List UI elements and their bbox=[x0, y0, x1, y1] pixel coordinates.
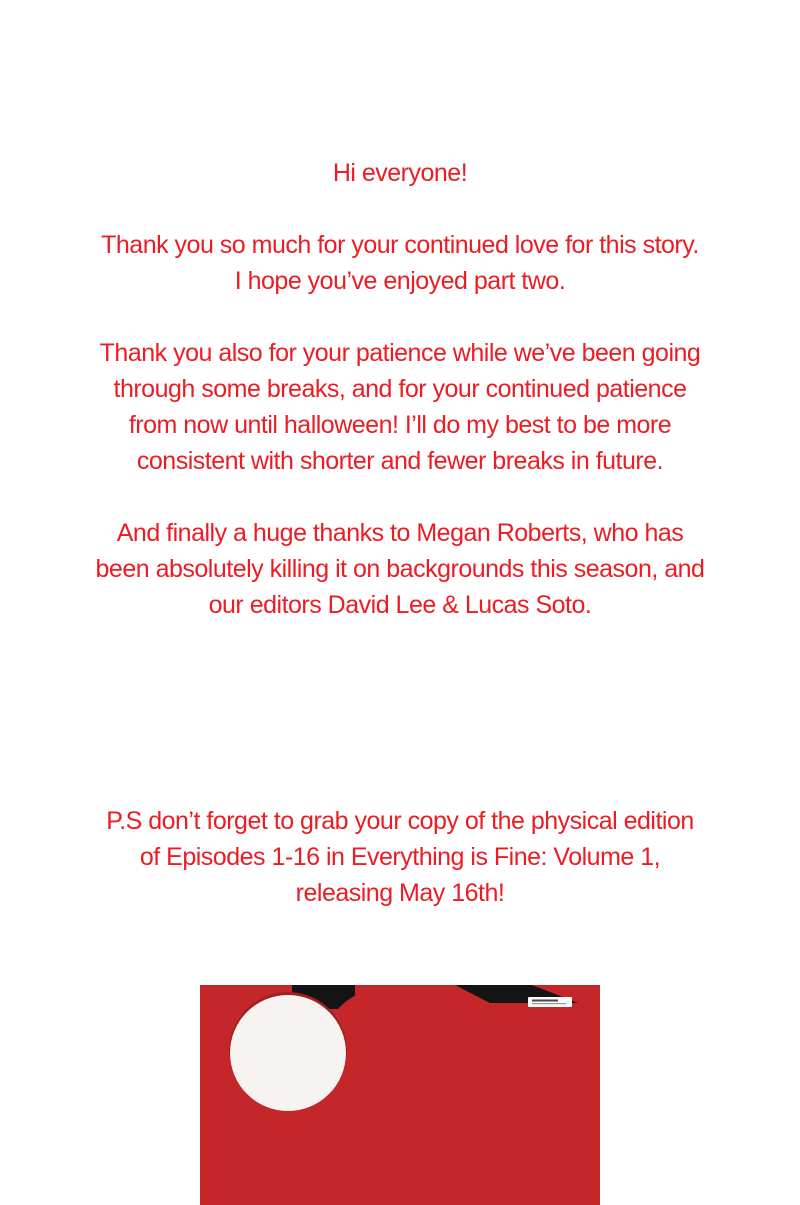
text-line: releasing May 16th! bbox=[295, 879, 505, 907]
text-line: consistent with shorter and fewer breaks in future. bbox=[136, 447, 664, 475]
text-line: P.S don’t forget to grab your copy of the physical edition bbox=[106, 807, 694, 835]
text-line: Hi everyone! bbox=[332, 159, 468, 187]
text-line: Thank you also for your patience while we’ve been going bbox=[99, 339, 701, 367]
text-line: been absolutely killing it on backgrounds this season, and bbox=[95, 555, 705, 583]
text-line: And finally a huge thanks to Megan Roberts, who has bbox=[116, 519, 684, 547]
text-line: of Episodes 1-16 in Everything is Fine: Volume 1, bbox=[139, 843, 661, 871]
text-line: from now until halloween! I’ll do my best to be more bbox=[128, 411, 672, 439]
paragraph-thanks bbox=[0, 227, 800, 299]
text-line: I hope you’ve enjoyed part two. bbox=[234, 267, 566, 295]
text-line: our editors David Lee & Lucas Soto. bbox=[208, 591, 592, 619]
cover-image bbox=[200, 985, 600, 1205]
book-cover-art bbox=[200, 985, 600, 1205]
paragraph-patience bbox=[0, 335, 800, 479]
cover-red-wave bbox=[325, 985, 469, 1097]
paragraph-credits bbox=[0, 515, 800, 623]
paragraph-greeting bbox=[0, 155, 800, 191]
text-line: Thank you so much for your continued love for this story. bbox=[101, 231, 699, 259]
paragraph-postscript bbox=[0, 803, 800, 911]
cover-label bbox=[528, 997, 572, 1007]
cover-white-dome bbox=[230, 995, 346, 1111]
text-line: through some breaks, and for your continued patience bbox=[113, 375, 687, 403]
